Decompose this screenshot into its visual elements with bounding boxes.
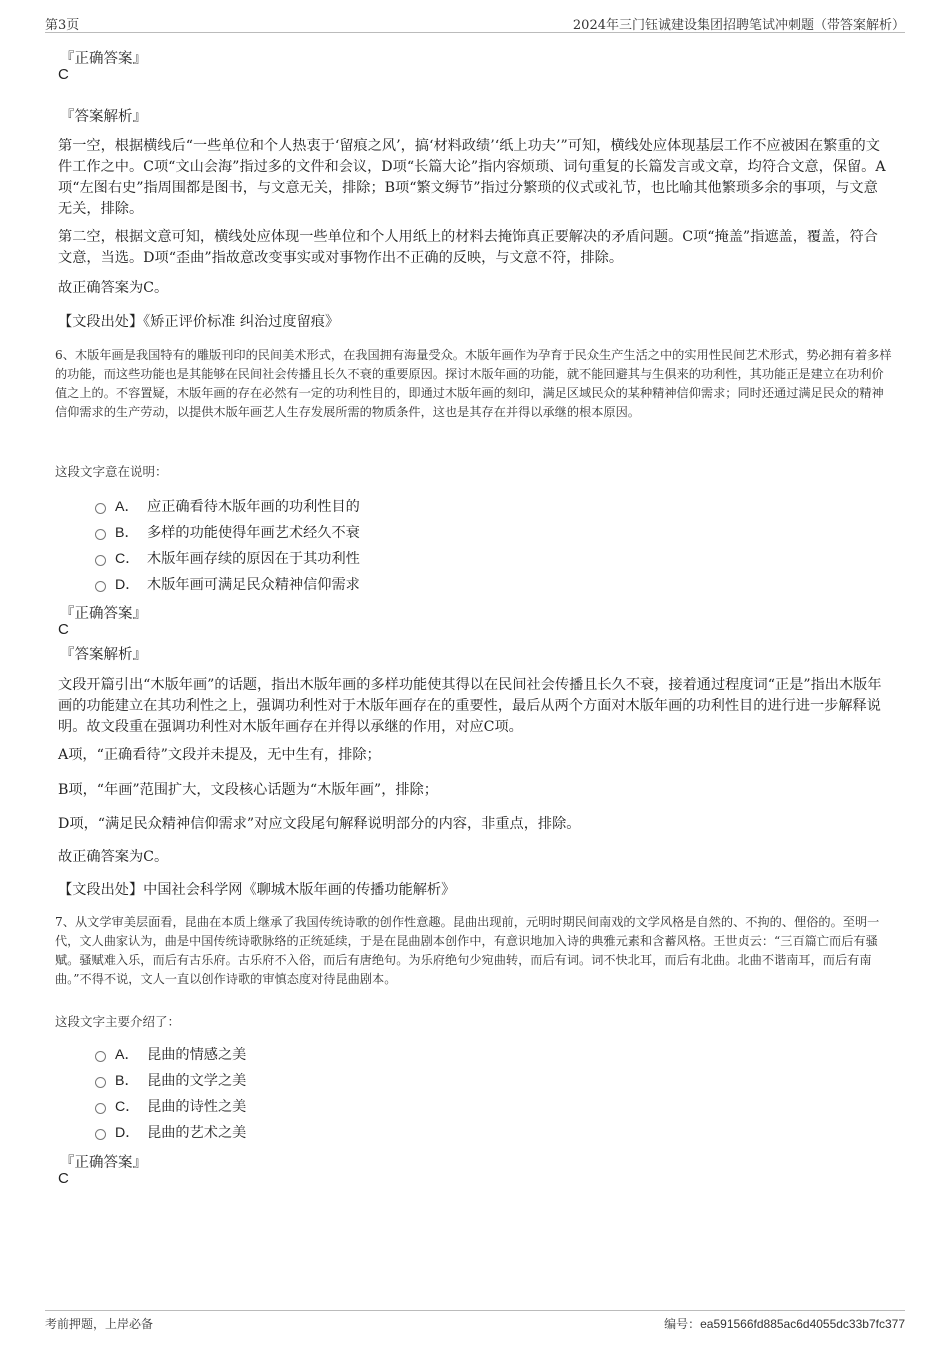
correct-answer-label: 『正确答案』 (60, 606, 147, 622)
correct-answer-value: C (58, 1170, 69, 1187)
option-letter: C． (115, 1099, 140, 1115)
footer-slogan: 考前押题，上岸必备 (45, 1317, 154, 1331)
option-text: 昆曲的艺术之美 (147, 1125, 247, 1141)
radio-icon[interactable] (95, 1103, 106, 1114)
radio-icon[interactable] (95, 1077, 106, 1088)
option-letter: A． (115, 499, 139, 515)
correct-answer-value: C (58, 621, 69, 638)
analysis-conclusion: 故正确答案为C。 (58, 280, 169, 296)
option-text: 木版年画存续的原因在于其功利性 (147, 551, 360, 567)
option-letter: B． (115, 1073, 139, 1089)
radio-icon[interactable] (95, 529, 106, 540)
radio-icon[interactable] (95, 1129, 106, 1140)
analysis-paragraph: D项，“满足民众精神信仰需求”对应文段尾句解释说明部分的内容，非重点，排除。 (58, 816, 581, 832)
analysis-paragraph: 文段开篇引出“木版年画”的话题，指出木版年画的多样功能使其得以在民间社会传播且长久不衰，接着通过程度词“正是”指出木版年画的功能建立在其功利性之上，强调功利性对于木版年画存在的重要性，最后从两个方面对木版年画的功利性目的进行进一步解释说明。故文段重在强调功利性对木版年画存在并得以承继的作用，对应C项。 (58, 677, 882, 735)
analysis-conclusion: 故正确答案为C。 (58, 849, 169, 865)
option-text: 多样的功能使得年画艺术经久不衰 (147, 525, 360, 541)
analysis-paragraph: 第二空，根据文意可知，横线处应体现一些单位和个人用纸上的材料去掩饰真正要解决的矛盾问题。C项“掩盖”指遮盖，覆盖，符合文意，当选。D项“歪曲”指故意改变事实或对事物作出不正确的反映，与文意不符，排除。 (58, 229, 878, 266)
document-title: 2024年三门钰诚建设集团招聘笔试冲刺题（带答案解析） (572, 18, 905, 33)
code-value: ea591566fd885ac6d4055dc33b7fc377 (700, 1317, 905, 1331)
option-letter: A． (115, 1047, 139, 1063)
option-letter: C． (115, 551, 140, 567)
page-header (45, 12, 905, 33)
question-stem: 6、木版年画是我国特有的雕版刊印的民间美术形式，在我国拥有海量受众。木版年画作为孕育于民众生产生活之中的实用性民间艺术形式，势必拥有着多样的功能，而这些功能也是其能够在民间社会传播且长久不衰的重要原因。探讨木版年画的功能，就不能回避其与生俱来的功利性，其功能正是建立在功利价值之上的。不容置疑，木版年画的存在必然有一定的功利性目的，即通过木版年画的刻印，满足区域民众的某种精神信仰需求；同时还通过满足民众的精神信仰需求的生产劳动，以提供木版年画艺人生存发展所需的物质条件，这也是其存在并得以承继的根本原因。 (55, 348, 892, 419)
option-letter: B． (115, 525, 139, 541)
option-text: 昆曲的诗性之美 (147, 1099, 247, 1115)
option-text: 应正确看待木版年画的功利性目的 (147, 499, 360, 515)
page-number: 第3页 (45, 18, 80, 33)
radio-icon[interactable] (95, 1051, 106, 1062)
question-prompt: 这段文字主要介绍了： (55, 1014, 181, 1029)
option-letter: D． (115, 1125, 140, 1141)
radio-icon[interactable] (95, 555, 106, 566)
source-citation: 【文段出处】中国社会科学网《聊城木版年画的传播功能解析》 (58, 882, 456, 898)
code-label: 编号： (664, 1317, 701, 1331)
option-text: 昆曲的文学之美 (147, 1073, 247, 1089)
analysis-paragraph: B项，“年画”范围扩大，文段核心话题为“木版年画”，排除； (58, 782, 438, 798)
document-code (664, 1315, 905, 1332)
radio-icon[interactable] (95, 581, 106, 592)
analysis-label: 『答案解析』 (60, 647, 147, 663)
option-text: 木版年画可满足民众精神信仰需求 (147, 577, 360, 593)
source-citation: 【文段出处】《矫正评价标准 纠治过度留痕》 (58, 314, 340, 330)
analysis-paragraph: A项，“正确看待”文段并未提及，无中生有，排除； (58, 747, 381, 763)
correct-answer-label: 『正确答案』 (60, 51, 147, 67)
analysis-label: 『答案解析』 (60, 109, 147, 125)
radio-icon[interactable] (95, 503, 106, 514)
question-stem: 7、从文学审美层面看，昆曲在本质上继承了我国传统诗歌的创作性意趣。昆曲出现前，元明时期民间南戏的文学风格是自然的、不拘的、俚俗的。至明一代，文人曲家认为，曲是中国传统诗歌脉络的正统延续，于是在昆曲剧本创作中，有意识地加入诗的典雅元素和含蓄风格。王世贞云：“三百篇亡而后有骚赋。骚赋难入乐，而后有古乐府。古乐府不入俗，而后有唐绝句。为乐府绝句少宛曲转，而后有词。词不快北耳，而后有北曲。北曲不谐南耳，而后有南曲。”不得不说，文人一直以创作诗歌的审慎态度对待昆曲剧本。 (55, 915, 880, 986)
option-letter: D． (115, 577, 140, 593)
correct-answer-value: C (58, 66, 69, 83)
question-prompt: 这段文字意在说明： (55, 464, 168, 479)
option-text: 昆曲的情感之美 (147, 1047, 247, 1063)
correct-answer-label: 『正确答案』 (60, 1155, 147, 1171)
analysis-paragraph: 第一空，根据横线后“一些单位和个人热衷于‘留痕之风’，搞‘材料政绩’‘纸上功夫’”可知，横线处应体现基层工作不应被困在繁重的文件工作之中。C项“文山会海”指过多的文件和会议，D项“长篇大论”指内容烦琐、词句重复的长篇发言或文章，均符合文意，保留。A项“左图右史”指周围都是图书，与文意无关，排除；B项“繁文缛节”指过分繁琐的仪式或礼节，也比喻其他繁琐多余的事项，与文意无关，排除。 (58, 138, 886, 217)
page-footer (45, 1310, 905, 1333)
